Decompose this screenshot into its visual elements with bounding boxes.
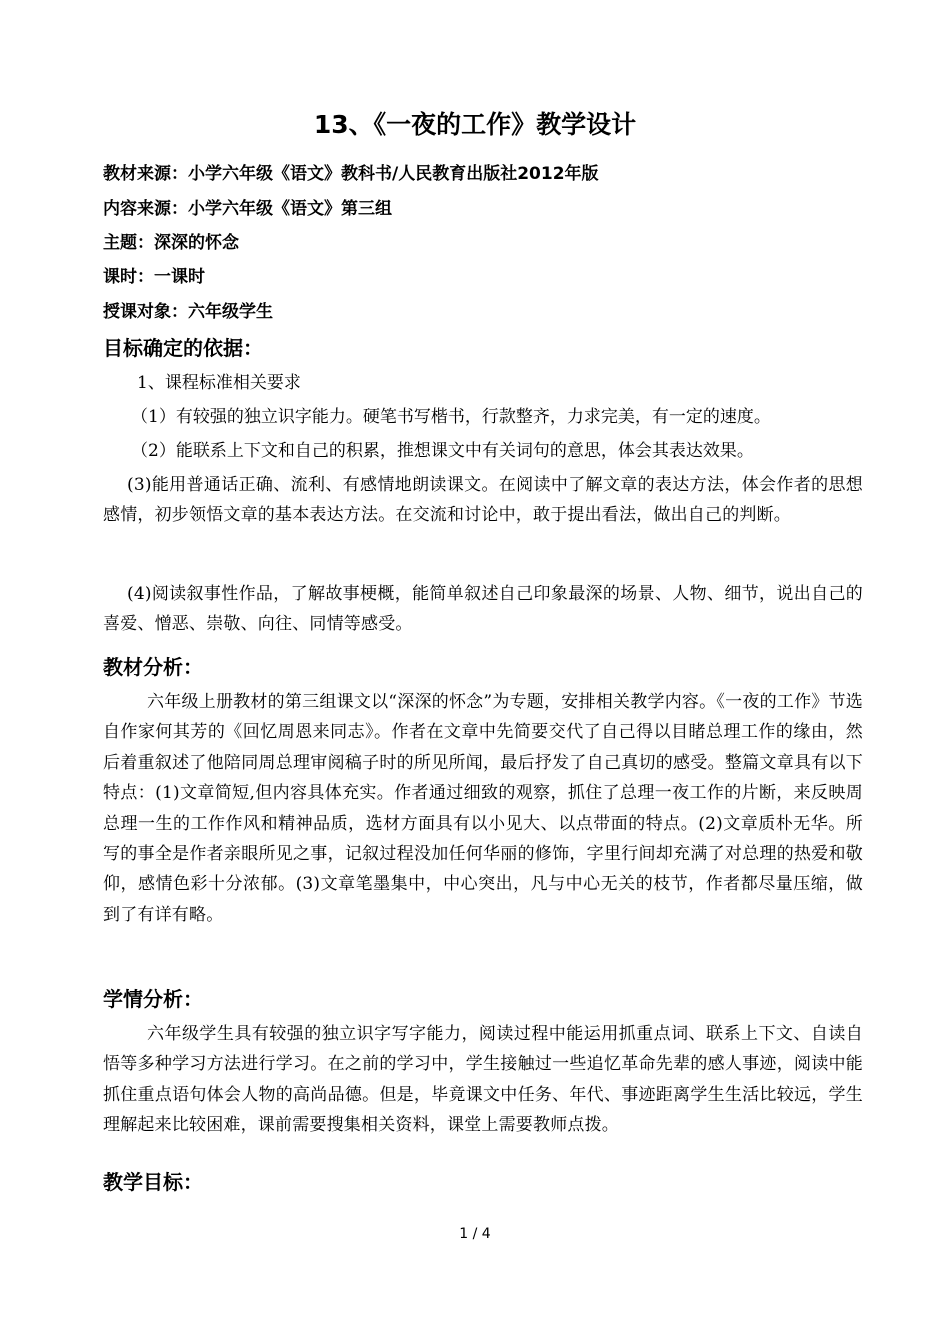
- basis-item-3: (3)能用普通话正确、流利、有感情地朗读课文。在阅读中了解文章的表达方法，体会作者的思想感情，初步领悟文章的基本表达方法。在交流和讨论中，敢于提出看法，做出自己的判断。: [103, 475, 863, 526]
- basis-item-1: （1）有较强的独立识字能力。硬笔书写楷书，行款整齐，力求完美，有一定的速度。: [131, 407, 771, 427]
- page-number: 1 / 4: [459, 1226, 491, 1242]
- page-title: 13、《一夜的工作》教学设计: [313, 110, 637, 139]
- student-analysis-heading: 学情分析：: [103, 987, 203, 1011]
- basis-item-4: (4)阅读叙事性作品，了解故事梗概，能简单叙述自己印象最深的场景、人物、细节，说出自己的喜爱、憎恶、崇敬、向往、同情等感受。: [103, 584, 863, 635]
- lesson-audience: 授课对象：六年级学生: [103, 302, 273, 322]
- content-source: 内容来源：小学六年级《语文》第三组: [103, 199, 392, 219]
- material-analysis-heading: 教材分析：: [103, 655, 203, 679]
- student-analysis-text: 六年级学生具有较强的独立识字写字能力，阅读过程中能运用抓重点词、联系上下文、自读自悟等多种学习方法进行学习。在之前的学习中，学生接触过一些追忆革命先辈的感人事迹，阅读中能抓住重点语句体会人物的高尚品德。但是，毕竟课文中任务、年代、事迹距离学生生活比较远，学生理解起来比较困难，课前需要搜集相关资料，课堂上需要教师点拨。: [103, 1024, 863, 1136]
- lesson-theme: 主题：深深的怀念: [103, 233, 239, 253]
- textbook-source: 教材来源：小学六年级《语文》教科书/人民教育出版社2012年版: [103, 164, 599, 184]
- material-analysis-text: 六年级上册教材的第三组课文以“深深的怀念”为专题，安排相关教学内容。《一夜的工作》节选自作家何其芳的《回忆周恩来同志》。作者在文章中先简要交代了自己得以目睹总理工作的缘由，然后着重叙述了他陪同周总理审阅稿子时的所见所闻，最后抒发了自己真切的感受。整篇文章具有以下特点：(1)文章简短,但内容具体充实。作者通过细致的观察，抓住了总理一夜工作的片断，来反映周总理一生的工作作风和精神品质，选材方面具有以小见大、以点带面的特点。(2)文章质朴无华。所写的事全是作者亲眼所见之事，记叙过程没加任何华丽的修饰，字里行间却充满了对总理的热爱和敬仰，感情色彩十分浓郁。(3)文章笔墨集中，中心突出，凡与中心无关的枝节，作者都尽量压缩，做到了有详有略。: [103, 692, 863, 925]
- basis-subheading: 1、课程标准相关要求: [137, 373, 301, 393]
- teaching-goals-heading: 教学目标：: [103, 1170, 203, 1194]
- basis-item-2: （2）能联系上下文和自己的积累，推想课文中有关词句的意思，体会其表达效果。: [131, 441, 754, 461]
- lesson-hours: 课时：一课时: [103, 267, 205, 287]
- basis-heading: 目标确定的依据：: [103, 336, 263, 360]
